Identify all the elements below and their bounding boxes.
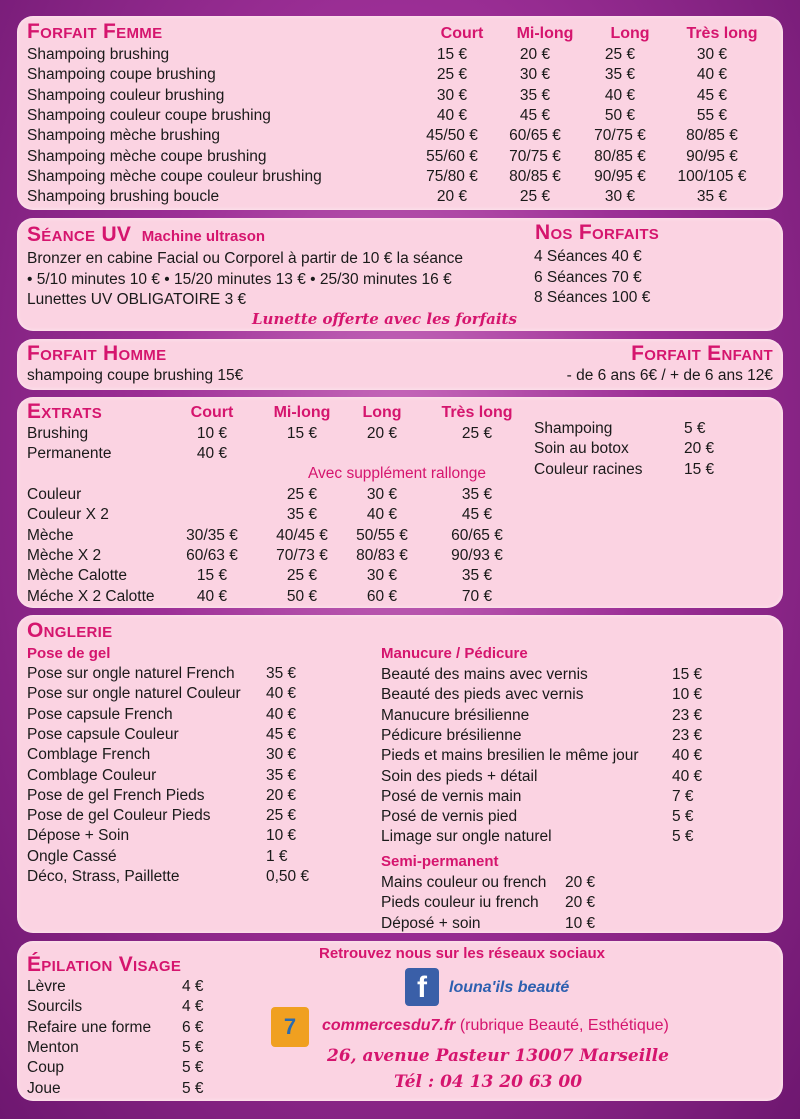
list-item-price: 20 € [565, 874, 596, 891]
seance-uv-line-3: Lunettes UV OBLIGATOIRE 3 € [27, 291, 247, 308]
facebook-icon[interactable]: f [405, 968, 439, 1006]
price-row-label: Shampoing couleur brushing [27, 86, 225, 104]
extrats-row-label: Mèche Calotte [27, 567, 127, 585]
extrats-price-cell: 35 € [461, 486, 493, 503]
header-long: Long [610, 25, 650, 42]
extrats-price-cell: 70/73 € [276, 546, 328, 564]
extrats-header-court: Court [190, 404, 234, 421]
price-row-label: Shampoing mèche brushing [27, 127, 221, 145]
list-item-price: 0,50 € [266, 868, 310, 885]
extrats-price-cell: 25 € [286, 486, 318, 503]
list-item-label: Dépose + Soin [27, 827, 130, 845]
forfait-homme-line: shampoing coupe brushing 15€ [27, 367, 244, 384]
list-item-label: Posé de vernis pied [381, 808, 518, 826]
price-cell: 75/80 € [426, 167, 478, 185]
list-item-label: Joue [27, 1079, 61, 1097]
list-item-label: Pose capsule Couleur [27, 725, 179, 743]
price-cell: 30 € [604, 188, 636, 206]
extrats-price-cell: 40 € [196, 445, 228, 463]
onglerie-panel [17, 615, 783, 933]
side-item-price: 20 € [684, 440, 715, 458]
extrats-price-cell: 35 € [461, 567, 493, 585]
price-cell: 55/60 € [426, 147, 478, 165]
seance-uv-title: Séance UV [27, 223, 132, 246]
list-item-label: Pose capsule French [27, 705, 173, 723]
extrats-row-label: Couleur [27, 486, 82, 503]
list-item-label: Pose de gel Couleur Pieds [27, 807, 211, 825]
extrats-row-label: Mèche [27, 526, 74, 544]
address: 26, avenue Pasteur 13007 Marseille [327, 1046, 669, 1066]
list-item-price: 10 € [266, 827, 297, 845]
extrats-price-cell: 40/45 € [276, 526, 328, 544]
price-cell: 80/85 € [686, 127, 738, 145]
extrats-panel [17, 397, 783, 608]
list-item-price: 30 € [266, 746, 297, 764]
price-cell: 70/75 € [509, 147, 561, 165]
forfait-enfant-line: - de 6 ans 6€ / + de 6 ans 12€ [566, 367, 773, 384]
nos-forfaits-line-2: 6 Séances 70 € [534, 269, 642, 286]
list-item-price: 15 € [672, 666, 703, 683]
phone: Tél : 04 13 20 63 00 [394, 1072, 583, 1092]
price-cell: 100/105 € [677, 167, 747, 185]
commercesdu7-logo-icon: 7 [271, 1007, 309, 1047]
list-item-label: Déposé + soin [381, 914, 481, 932]
price-row-label: Shampoing mèche coupe couleur brushing [27, 167, 322, 185]
list-item-label: Comblage Couleur [27, 766, 157, 784]
list-item-label: Sourcils [27, 998, 83, 1016]
extrats-price-cell: 90/93 € [451, 546, 503, 564]
price-cell: 25 € [604, 46, 636, 63]
list-item-price: 40 € [672, 767, 703, 785]
social-title: Retrouvez nous sur les réseaux sociaux [319, 945, 605, 962]
extrats-header-tres-long: Très long [441, 404, 513, 421]
price-cell: 60/65 € [509, 127, 561, 145]
list-item-label: Beauté des pieds avec vernis [381, 686, 584, 704]
price-cell: 30 € [436, 86, 468, 104]
extrats-price-cell: 25 € [286, 567, 318, 585]
header-mi-long: Mi-long [516, 25, 574, 42]
semi-permanent-title: Semi-permanent [381, 853, 499, 870]
rallonge-note: Avec supplément rallonge [307, 465, 487, 482]
price-cell: 40 € [696, 66, 728, 84]
extrats-price-cell: 60/63 € [186, 546, 238, 564]
list-item-price: 23 € [672, 706, 703, 724]
extrats-price-cell: 30/35 € [186, 526, 238, 544]
list-item-label: Limage sur ongle naturel [381, 828, 552, 846]
header-tres-long: Très long [686, 25, 758, 42]
price-cell: 25 € [519, 188, 551, 206]
price-row-label: Shampoing couleur coupe brushing [27, 106, 271, 124]
price-cell: 40 € [604, 86, 636, 104]
price-cell: 35 € [519, 86, 551, 104]
extrats-price-cell: 50/55 € [356, 526, 408, 544]
extrats-price-cell: 45 € [461, 506, 493, 524]
facebook-page-link[interactable]: louna'ils beauté [449, 979, 570, 996]
price-cell: 40 € [436, 106, 468, 124]
list-item-price: 40 € [266, 705, 297, 723]
list-item-label: Pieds couleur iu french [381, 894, 539, 912]
side-item-label: Couleur racines [534, 460, 643, 478]
website-line [322, 1017, 669, 1035]
list-item-label: Coup [27, 1059, 65, 1077]
list-item-price: 23 € [672, 726, 703, 744]
extrats-row-label: Permanente [27, 445, 112, 463]
list-item-label: Mains couleur ou french [381, 874, 547, 891]
extrats-price-cell: 35 € [286, 506, 318, 524]
seance-uv-panel [17, 218, 783, 331]
list-item-label: Comblage French [27, 746, 151, 764]
price-cell: 30 € [519, 66, 551, 84]
extrats-price-cell: 15 € [286, 425, 318, 442]
price-cell: 80/85 € [509, 167, 561, 185]
price-cell: 35 € [696, 188, 728, 206]
seance-uv-subtitle: Machine ultrason [141, 228, 266, 245]
manucure-title: Manucure / Pédicure [381, 645, 528, 662]
price-cell: 90/95 € [594, 167, 646, 185]
list-item-label: Ongle Cassé [27, 847, 117, 865]
forfait-enfant-title: Forfait Enfant [631, 342, 773, 365]
seance-uv-note: Lunette offerte avec les forfaits [252, 310, 517, 328]
pose-de-gel-title: Pose de gel [27, 645, 111, 662]
price-cell: 90/95 € [686, 147, 738, 165]
side-item-label: Soin au botox [534, 440, 629, 458]
list-item-price: 20 € [266, 786, 297, 804]
list-item-label: Pose sur ongle naturel Couleur [27, 685, 241, 703]
extrats-price-cell: 40 € [366, 506, 398, 524]
extrats-price-cell: 25 € [461, 425, 493, 442]
price-cell: 55 € [696, 106, 728, 124]
nos-forfaits-line-3: 8 Séances 100 € [534, 289, 651, 306]
list-item-price: 10 € [565, 914, 596, 932]
extrats-price-cell: 20 € [366, 425, 398, 442]
price-cell: 80/85 € [594, 147, 646, 165]
extrats-price-cell: 60 € [366, 587, 398, 605]
price-cell: 20 € [519, 46, 551, 63]
extrats-row-label: Méche X 2 Calotte [27, 587, 155, 605]
list-item-label: Lèvre [27, 978, 66, 995]
extrats-header-mi-long: Mi-long [273, 404, 331, 421]
website-note: (rubrique Beauté, Esthétique) [455, 1017, 669, 1034]
seance-uv-line-1: Bronzer en cabine Facial ou Corporel à partir de 10 € la séance [27, 250, 463, 267]
price-cell: 70/75 € [594, 127, 646, 145]
epilation-contact-panel [17, 941, 783, 1101]
list-item-price: 5 € [672, 828, 694, 846]
list-item-price: 1 € [266, 847, 288, 865]
forfait-homme-title: Forfait Homme [27, 342, 167, 365]
forfait-homme-enfant-panel [17, 339, 783, 390]
price-cell: 30 € [696, 46, 728, 63]
list-item-price: 4 € [182, 978, 204, 995]
extrats-price-cell: 70 € [461, 587, 493, 605]
price-row-label: Shampoing brushing [27, 46, 170, 63]
price-cell: 20 € [436, 188, 468, 206]
list-item-label: Pédicure brésilienne [381, 726, 522, 744]
price-cell: 35 € [604, 66, 636, 84]
list-item-label: Soin des pieds + détail [381, 767, 538, 785]
list-item-label: Pose de gel French Pieds [27, 786, 205, 804]
seance-uv-heading [27, 223, 265, 247]
list-item-price: 40 € [266, 685, 297, 703]
list-item-price: 35 € [266, 766, 297, 784]
list-item-price: 4 € [182, 998, 204, 1016]
epilation-title: Épilation Visage [27, 953, 182, 976]
list-item-price: 25 € [266, 807, 297, 825]
extrats-price-cell: 40 € [196, 587, 228, 605]
extrats-title: Extrats [27, 400, 102, 423]
side-item-label: Shampoing [534, 420, 613, 437]
list-item-price: 35 € [266, 665, 297, 682]
website-link[interactable]: commercesdu7.fr [322, 1017, 456, 1034]
extrats-row-label: Brushing [27, 425, 89, 442]
list-item-price: 5 € [672, 808, 694, 826]
nos-forfaits-line-1: 4 Séances 40 € [534, 248, 642, 265]
list-item-price: 10 € [672, 686, 703, 704]
list-item-label: Refaire une forme [27, 1018, 152, 1036]
extrats-price-cell: 80/83 € [356, 546, 408, 564]
price-cell: 45/50 € [426, 127, 478, 145]
list-item-price: 5 € [182, 1059, 204, 1077]
extrats-header-long: Long [362, 404, 402, 421]
list-item-label: Manucure brésilienne [381, 706, 530, 724]
list-item-price: 6 € [182, 1018, 204, 1036]
onglerie-title: Onglerie [27, 619, 113, 642]
extrats-price-cell: 50 € [286, 587, 318, 605]
list-item-label: Beauté des mains avec vernis [381, 666, 588, 683]
list-item-label: Déco, Strass, Paillette [27, 868, 180, 885]
price-cell: 50 € [604, 106, 636, 124]
header-court: Court [440, 25, 484, 42]
list-item-price: 7 € [672, 787, 694, 805]
nos-forfaits-title: Nos Forfaits [535, 221, 660, 244]
extrats-row-label: Mèche X 2 [27, 546, 102, 564]
list-item-label: Menton [27, 1038, 79, 1056]
forfait-femme-title: Forfait Femme [27, 20, 163, 43]
price-row-label: Shampoing mèche coupe brushing [27, 147, 267, 165]
price-row-label: Shampoing brushing boucle [27, 188, 220, 206]
extrats-row-label: Couleur X 2 [27, 506, 109, 524]
extrats-price-cell: 30 € [366, 567, 398, 585]
list-item-label: Pieds et mains bresilien le même jour [381, 747, 639, 765]
list-item-price: 5 € [182, 1038, 204, 1056]
extrats-price-cell: 15 € [196, 567, 228, 585]
price-cell: 15 € [436, 46, 468, 63]
price-cell: 25 € [436, 66, 468, 84]
list-item-label: Posé de vernis main [381, 787, 522, 805]
extrats-price-cell: 60/65 € [451, 526, 503, 544]
price-cell: 45 € [696, 86, 728, 104]
list-item-price: 20 € [565, 894, 596, 912]
side-item-price: 5 € [684, 420, 706, 437]
side-item-price: 15 € [684, 460, 715, 478]
list-item-price: 45 € [266, 725, 297, 743]
list-item-label: Pose sur ongle naturel French [27, 665, 235, 682]
seance-uv-line-2: • 5/10 minutes 10 € • 15/20 minutes 13 € • 25/30 minutes 16 € [27, 271, 452, 288]
price-row-label: Shampoing coupe brushing [27, 66, 216, 84]
list-item-price: 5 € [182, 1079, 204, 1097]
forfait-femme-panel [17, 16, 783, 210]
list-item-price: 40 € [672, 747, 703, 765]
price-cell: 45 € [519, 106, 551, 124]
extrats-price-cell: 10 € [196, 425, 228, 442]
extrats-price-cell: 30 € [366, 486, 398, 503]
